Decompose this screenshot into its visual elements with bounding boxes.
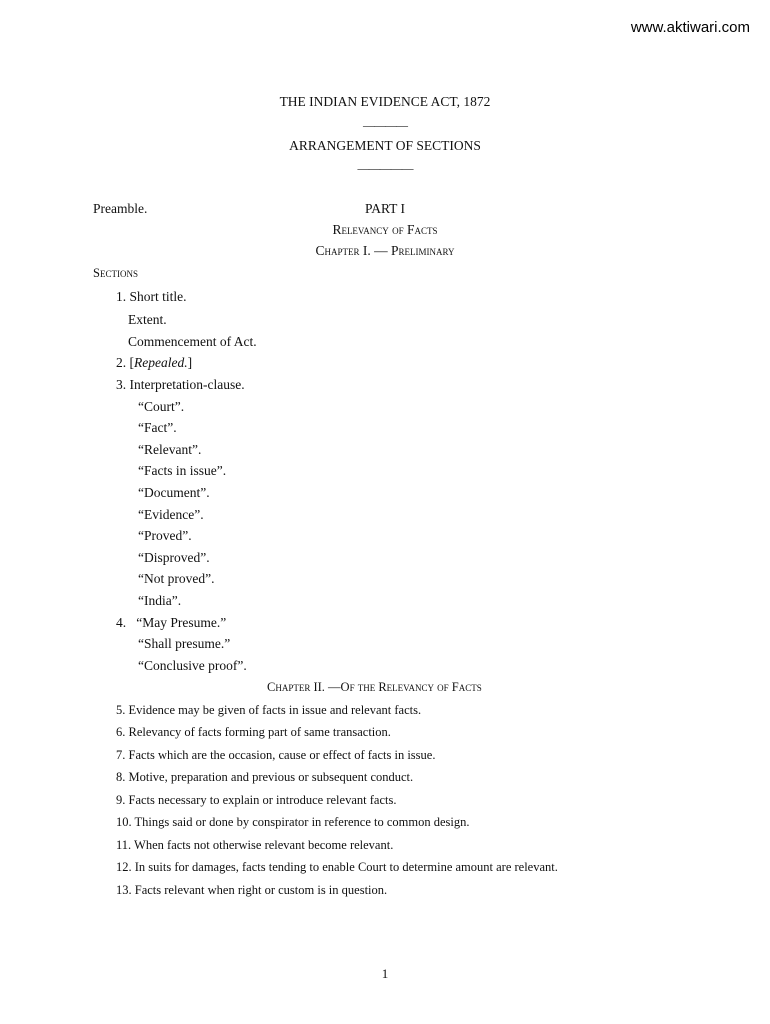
document-title: THE INDIAN EVIDENCE ACT, 1872 xyxy=(279,94,491,109)
section-item: 13. Facts relevant when right or custom is in question. xyxy=(116,883,388,897)
definition-item: “Shall presume.” xyxy=(138,636,231,651)
section-item-repealed xyxy=(116,355,192,371)
subtitle-rule: ————— xyxy=(357,161,413,175)
section-item: 11. When facts not otherwise relevant become relevant. xyxy=(116,838,394,852)
document-subtitle: ARRANGEMENT OF SECTIONS xyxy=(289,138,481,153)
chapter-2-prefix: Chapter II. — xyxy=(267,680,341,694)
chapter-2-title: Of the Relevancy of Facts xyxy=(340,680,482,694)
repealed-open: 2. [ xyxy=(116,355,134,370)
chapter-1-heading xyxy=(0,243,770,259)
section-item: Commencement of Act. xyxy=(128,334,257,349)
definition-item: “Conclusive proof”. xyxy=(138,658,247,673)
definition-item: “Facts in issue”. xyxy=(138,463,227,478)
definition-item: “Fact”. xyxy=(138,420,177,435)
section-item: 1. Short title. xyxy=(116,289,187,304)
website-header: www.aktiwari.com xyxy=(630,19,750,36)
section-item: 6. Relevancy of facts forming part of same transaction. xyxy=(116,725,391,739)
definition-item: “Proved”. xyxy=(138,528,192,543)
definition-item: “Not proved”. xyxy=(138,571,215,586)
section-item: 9. Facts necessary to explain or introduce relevant facts. xyxy=(116,793,397,807)
section-item: 10. Things said or done by conspirator in reference to common design. xyxy=(116,815,470,829)
chapter-1-prefix: Chapter I. — xyxy=(315,243,391,258)
section-item: 3. Interpretation-clause. xyxy=(116,377,245,392)
section-item: 7. Facts which are the occasion, cause or effect of facts in issue. xyxy=(116,748,436,762)
part-heading: Relevancy of Facts xyxy=(332,222,438,237)
repealed-word: Repealed. xyxy=(134,355,188,370)
section-item: 8. Motive, preparation and previous or subsequent conduct. xyxy=(116,770,414,784)
sections-label: Sections xyxy=(93,266,138,280)
page-number: 1 xyxy=(381,966,389,981)
definition-item: “India”. xyxy=(138,593,182,608)
preamble: Preamble. xyxy=(93,201,148,216)
definition-item: “Evidence”. xyxy=(138,507,204,522)
chapter-2-heading xyxy=(267,680,482,695)
definition-item: “Relevant”. xyxy=(138,442,202,457)
definition-item: “Court”. xyxy=(138,399,185,414)
section-item: 12. In suits for damages, facts tending to enable Court to determine amount are relevant. xyxy=(116,860,558,874)
definition-item: “Document”. xyxy=(138,485,210,500)
section-item: 4. “May Presume.” xyxy=(116,615,227,630)
part-label: PART I xyxy=(364,201,406,216)
title-rule: ———— xyxy=(363,118,407,132)
chapter-1-title: Preliminary xyxy=(391,243,455,258)
repealed-close: ] xyxy=(187,355,193,370)
section-item: Extent. xyxy=(128,312,167,327)
section-item: 5. Evidence may be given of facts in issue and relevant facts. xyxy=(116,703,422,717)
definition-item: “Disproved”. xyxy=(138,550,210,565)
